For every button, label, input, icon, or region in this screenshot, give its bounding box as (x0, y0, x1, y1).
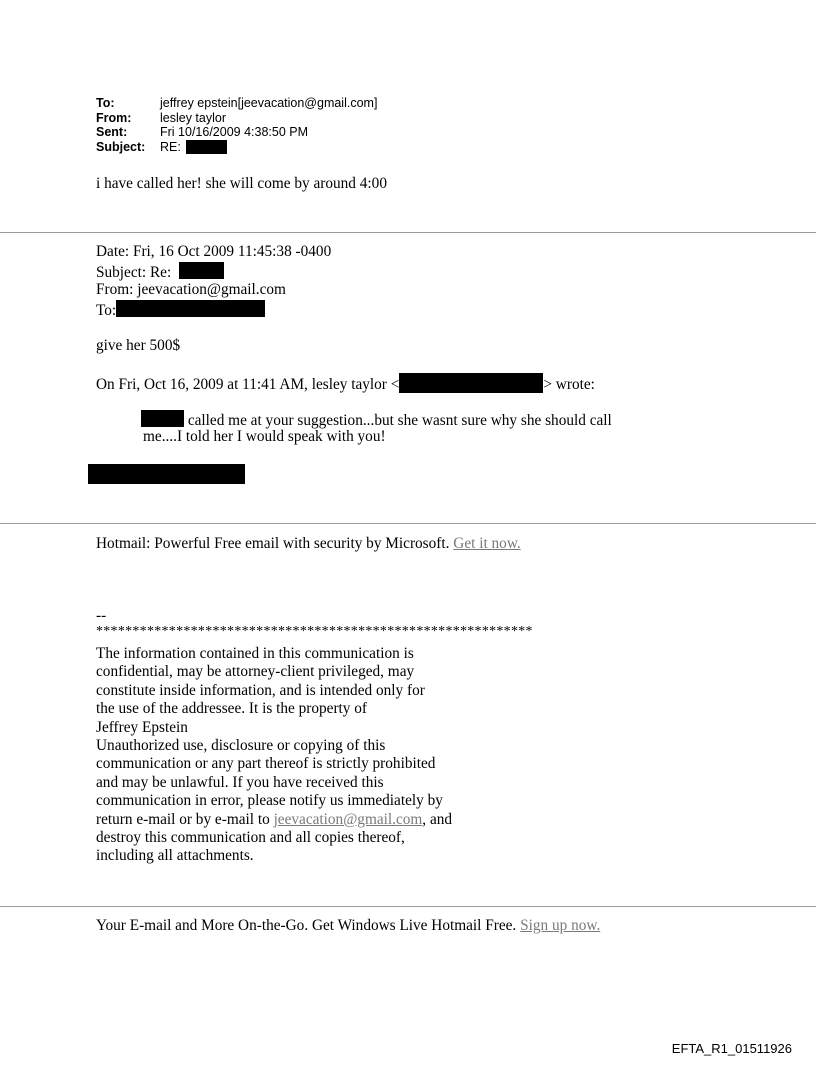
redaction-box (186, 140, 227, 154)
quoted-subject-row (96, 262, 224, 283)
disclaimer-email-link[interactable]: jeevacation@gmail.com (273, 810, 423, 828)
document-id: EFTA_R1_01511926 (671, 1041, 792, 1056)
redaction-box (116, 300, 265, 317)
attribution-prefix: On Fri, Oct 16, 2009 at 11:41 AM, lesley taylor < (96, 376, 400, 393)
quoted-message: give her 500$ (96, 337, 181, 354)
disclaimer-line: including all attachments. (96, 847, 254, 865)
disclaimer-line: destroy this communication and all copies thereof, (96, 829, 405, 847)
hotmail-ad (96, 535, 521, 554)
quoted-date: Date: Fri, 16 Oct 2009 11:45:38 -0400 (96, 243, 332, 260)
header-to-row (96, 96, 377, 111)
redaction-box (88, 464, 245, 484)
header-sent-row (96, 125, 377, 140)
quoted-subject: Subject: Re: (96, 264, 172, 281)
disclaimer-line: confidential, may be attorney-client privileged, may (96, 663, 415, 681)
disclaimer-line: Unauthorized use, disclosure or copying of this (96, 737, 386, 755)
quoted-to: To: (96, 302, 117, 319)
sign-up-now-link[interactable]: Sign up now. (520, 917, 601, 934)
windows-live-ad (96, 917, 600, 936)
disclaimer-line: and may be unlawful. If you have received this (96, 773, 384, 791)
from-label: From: (96, 110, 132, 125)
header-from-row (96, 111, 377, 126)
quoted-attribution (96, 373, 595, 395)
divider (0, 232, 816, 233)
subject-value: RE: (160, 139, 181, 154)
to-value: jeffrey epstein[jeevacation@gmail.com] (160, 96, 378, 110)
subject-label: Subject: (96, 139, 146, 154)
disclaimer-line: the use of the addressee. It is the property of (96, 700, 368, 718)
disclaimer-line: communication in error, please notify us immediately by (96, 792, 443, 810)
confidentiality-disclaimer (96, 645, 516, 866)
windows-ad-text: Your E-mail and More On-the-Go. Get Windows Live Hotmail Free. (96, 917, 521, 934)
header-subject-row (96, 140, 377, 155)
sent-label: Sent: (96, 125, 128, 140)
divider (0, 523, 816, 524)
disclaimer-email-prefix: return e-mail or by e-mail to (96, 810, 274, 828)
email-header (96, 96, 377, 154)
to-label: To: (96, 96, 115, 110)
quoted-from: From: jeevacation@gmail.com (96, 281, 286, 298)
quoted-to-row (96, 300, 265, 321)
disclaimer-line: constitute inside information, and is intended only for (96, 681, 425, 699)
sent-value: Fri 10/16/2009 4:38:50 PM (160, 125, 309, 140)
hotmail-ad-text: Hotmail: Powerful Free email with security by Microsoft. (96, 535, 454, 552)
reply-text: i have called her! she will come by around 4:00 (96, 175, 387, 192)
from-value: lesley taylor (160, 110, 226, 125)
redaction-box (141, 410, 184, 427)
redaction-box (399, 373, 543, 393)
inner-quote-line-2: me....I told her I would speak with you! (143, 428, 386, 445)
disclaimer-line: The information contained in this communication is (96, 645, 414, 662)
redaction-box (179, 262, 224, 279)
disclaimer-email-line (96, 811, 516, 829)
signature-dashes: -- (96, 607, 107, 624)
disclaimer-email-suffix: , and (422, 810, 453, 828)
divider (0, 906, 816, 907)
get-it-now-link[interactable]: Get it now. (453, 535, 521, 552)
inner-quote-text-1: called me at your suggestion...but she wasnt sure why she should call (184, 412, 612, 429)
disclaimer-line: Jeffrey Epstein (96, 718, 188, 736)
disclaimer-line: communication or any part thereof is strictly prohibited (96, 755, 436, 773)
attribution-suffix: > wrote: (543, 376, 595, 393)
signature-stars: ************************************************************ (96, 624, 533, 639)
